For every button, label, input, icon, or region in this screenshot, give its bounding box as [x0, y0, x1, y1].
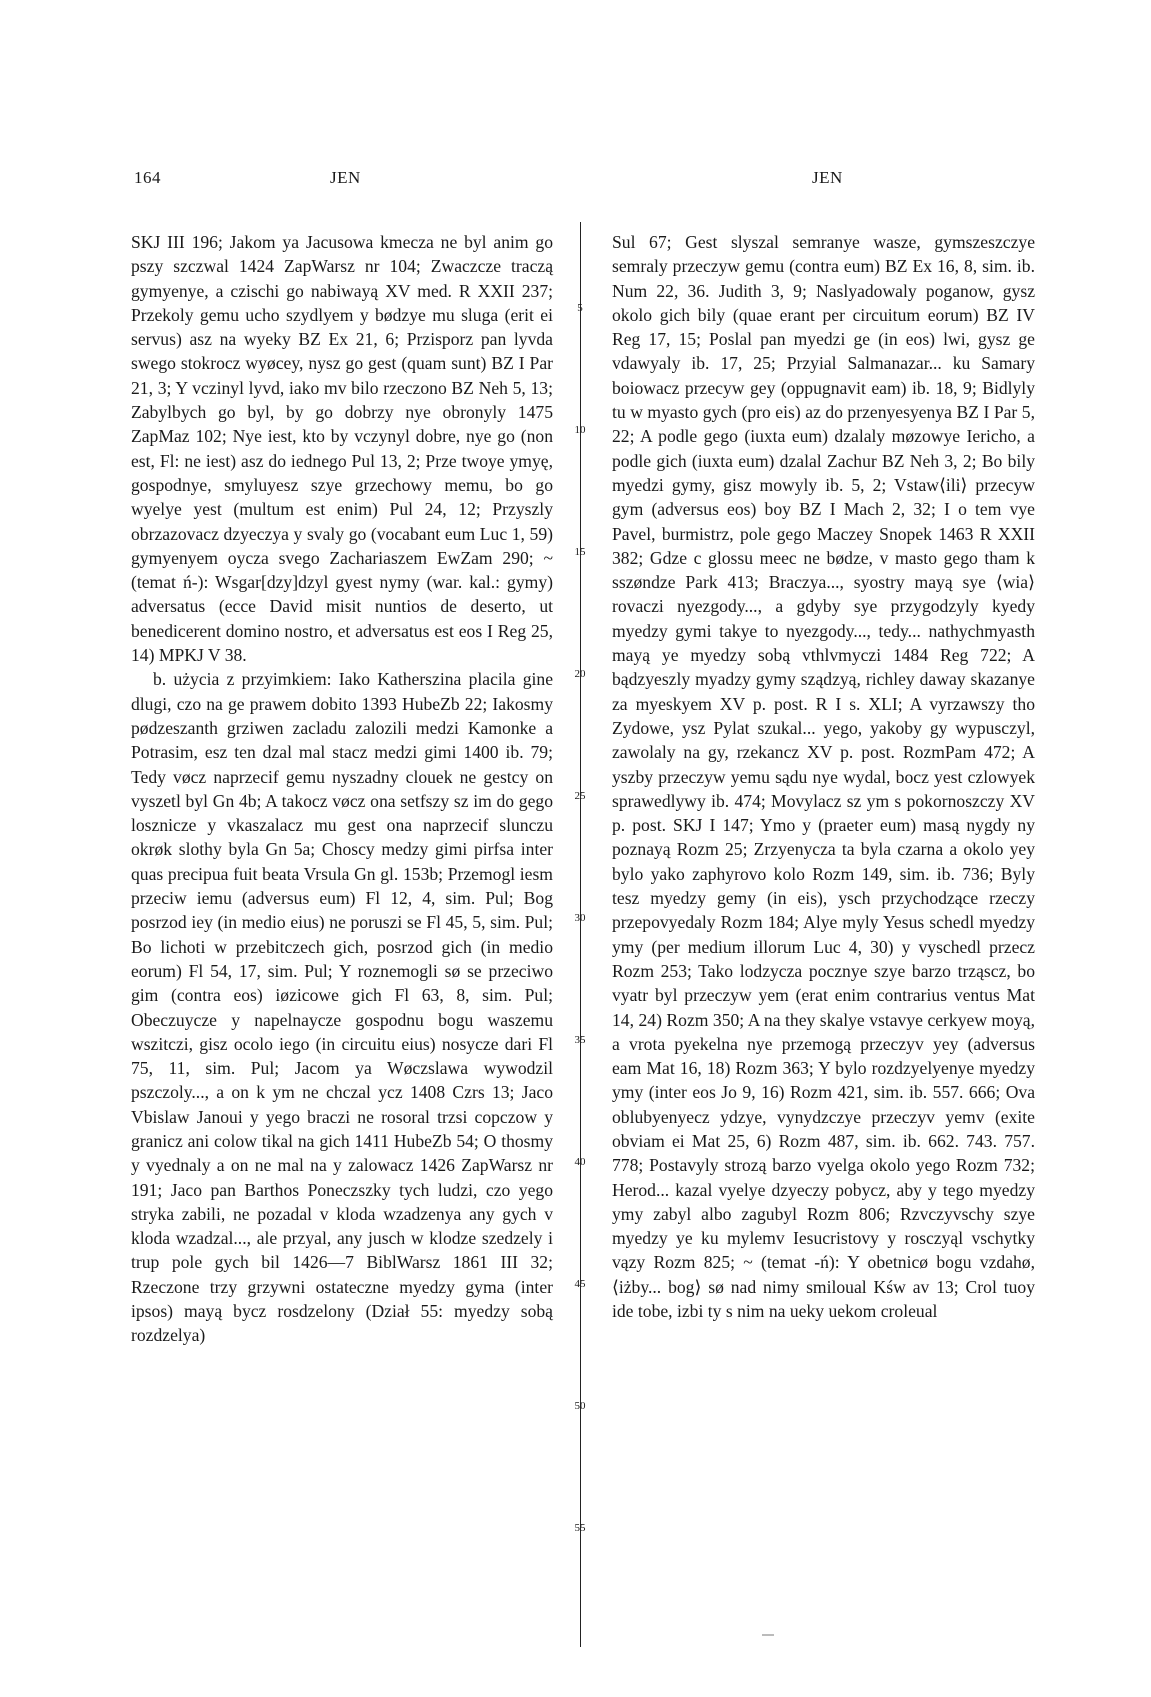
right-column: [612, 230, 1035, 1323]
line-number: 50: [574, 1400, 586, 1412]
left-paragraph-2: b. użycia z przyimkiem: Iako Katherszina placila gine dlugi, czo na ge prawem dobito 1393 HubeZb 22; Iakosmy pødzeszanth grziwen zacladu zalozili medzi Kamonke a Potrasim, esz ten dzal mal stacz medzi gimi 1400 ib. 79; Tedy vøcz naprzecif gemu nyszadny clouek ne gestcy on vyszetl byl Gn 4b; A takocz vøcz ona setfszy sz im do gego losznicze y vkaszalacz mu gest ona naprzecif slunczu okrøk slothy byla Gn 5a; Choscy medzy gimi pirfsa inter quas precipua fuit beata Vrsula Gn gl. 153b; Przemogl iesm przeciw iemu (adversus eum) Fl 12, 4, sim. Pul; Bog posrzod iey (in medio eius) ne poruszi se Fl 45, 5, sim. Pul; Bo lichoti w przebitczech gich, posrzod gich (in medio eorum) Fl 54, 17, sim. Pul; Y roznemogli sø se przeciwo gim (contra eos) iøzicowe gich Fl 63, 8, sim. Pul; Obeczuycze y napelnaycze gospodnu bogu waszemu wszitczi, gisz ocolo iego (in circuitu eius) nosycze dari Fl 75, 11, sim. Pul; Jacom ya Wøczslawa wywodzil pszczoly..., a on k ym ne chczal ycz 1408 Czrs 13; Jaco Vbislaw Janoui y yego braczi ne rosoral trzsi copczow y granicz ani colow tikal na gich 1411 HubeZb 54; O thosmy y vyednaly a on ne mal na y zalowacz 1426 ZapWarsz nr 191; Jaco pan Barthos Poneczszky tych ludzi, czo yego stryka zabili, ne pozadal v kloda wzadzenya any gych v kloda wzadzal..., ale przyal, any jusch w klodze szedzely i trup pole gych bil 1426—7 BiblWarsz 1861 III 32; Rzeczone trzy grzywni ostateczne myedzy gyma (inter ipsos) mayą bycz rosdzelony (Dział 55: myedzy sobą rozdzelya): [131, 669, 553, 1346]
line-number: 35: [574, 1034, 586, 1046]
line-number: 10: [574, 424, 586, 436]
line-number: 20: [574, 668, 586, 680]
left-running-head: JEN: [330, 168, 361, 187]
line-number: 5: [577, 302, 583, 314]
page-mark: [762, 1634, 774, 1636]
left-column: [131, 230, 553, 1348]
line-number: 30: [574, 912, 586, 924]
line-number: 15: [574, 546, 586, 558]
page-number: 164: [134, 168, 161, 187]
right-running-head: JEN: [812, 168, 843, 187]
line-number: 40: [574, 1156, 586, 1168]
line-number: 45: [574, 1278, 586, 1290]
line-number: 55: [574, 1522, 586, 1534]
right-paragraph-1: Sul 67; Gest slyszal semranye wasze, gymszeszczye semraly przeczyw gemu (contra eum) BZ Ex 16, 8, sim. ib. Num 22, 36. Judith 3, 9; Naslyadowaly poganow, gysz okolo gich bily (quae erant per circuitum eorum) BZ IV Reg 17, 15; Poslal pan myedzi ge (in eos) lwi, gysz ge vdawyaly ib. 17, 25; Przyial Salmanazar... ku Samary boiowacz przecyw gey (oppugnavit eam) ib. 18, 9; Bidlyly tu w myasto gych (pro eis) az do przenyesyenya BZ I Par 5, 22; A podle gego (iuxta eum) dzalaly møzowye Iericho, a podle gich (iuxta eum) dzalal Zachur BZ Neh 3, 2; Bo bily myedzi gymy, gisz mowyly ib. 5, 2; Vstaw⟨ili⟩ przecyw gym (adversus eos) boy BZ I Mach 2, 32; I o tem vye Pavel, burmistrz, pole gego Maczey Snopek 1463 R XXII 382; Gdze c glossu meec ne bødze, v masto gego tham k sszøndze Park 413; Braczya..., syostry mayą sye ⟨wia⟩rovaczi nyezgody..., a gdyby sye przygodzyly kyedy myedzy gymi takye to nyezgody..., tedy... nathychmyasth mayą ye myedzy sobą vthlvmyczi 1484 Reg 722; A bądzyeszly myadzy gymy sządzyą, richley daway skazanye za myeskyem XV p. post. R I s. XLI; A vyrzawszy tho Zydowe, ysz Pylat szukal... yego, yakoby gy wypusczyl, zawolaly na gy, rzekancz XV p. post. RozmPam 472; A yszby przeczyw yemu sądu nye wydal, bocz yest czlowyek sprawedlywy ib. 474; Movylacz sz ym s pokornoszczy XV p. post. SKJ I 147; Ymo y (praeter eum) masą nygdy ny poznayą Rozm 25; Zrzyenycza ta byla czarna a okolo yey bylo yako zaphyrovo kolo Rozm 149, sim. ib. 736; Byly tesz myedzy gemy (in eis), ysch przychodzące rzeczy przepovyedaly Rozm 184; Alye myly Yesus schedl myedzy ymy (per medium illorum Luc 4, 30) y vyschedl przecz Rozm 253; Tako lodzycza pocznye szye barzo trząscz, bo vyatr byl przeczyw yem (erat enim contrarius ventus Mat 14, 24) Rozm 350; A na they skalye vstavye cerkyew moyą, a vrota pyekelna nye przemogą przeczyv yey (adversus eam Mat 16, 18) Rozm 363; Y bylo rozdzyelyenye myedzy ymy (inter eos Jo 9, 16) Rozm 421, sim. ib. 557. 666; Ova oblubyenyecz ydzye, vynydzczye przeczyv yemv (exite obviam ei Mat 25, 6) Rozm 487, sim. ib. 662. 743. 757. 778; Postavyly strozą barzo vyelga okolo yego Rozm 732; Herod... kazal vyelye dzyeczy pobycz, aby y tego myedzy ymy zabyl albo zagubyl Rozm 806; Rzvczyvschy szye myedzy ye ku mylemv Iesucristovy y rosczyąl vschytky vązy Rozm 825; ~ (temat -ń): Y obetnicø bogu vzdahø, ⟨iżby... bog⟩ sø nad nimy smiloual Kśw av 13; Crol tuoy ide tobe, izbi ty s nim na ueky uekom croleual: [612, 232, 1035, 1322]
line-number: 25: [574, 790, 586, 802]
left-paragraph-1: SKJ III 196; Jakom ya Jacusowa kmecza ne byl anim go pszy szczwal 1424 ZapWarsz nr 104; Zwaczcze traczą gymyenye, a czischi go nabiwayą XV med. R XXII 237; Przekoly gemu ucho szydlyem y bødzye mu sluga (erit ei servus) asz na wyeky BZ Ex 21, 6; Przisporz pan lyvda swego stokrocz wyøcey, nysz go gest (quam sunt) BZ I Par 21, 3; Y vczinyl lyvd, iako mv bilo rzeczono BZ Neh 5, 13; Zabylbych go byl, by go dobrzy nye obronyly 1475 ZapMaz 102; Nye iest, kto by vczynyl dobre, nye go (non est, Fl: ne iest) asz do iednego Pul 13, 2; Prze twoye ymyę, gospodnye, smyluyesz szye grzechowy memu, bo go wyelye yest (multum est enim) Pul 24, 12; Przyszly obrzazovacz dzyeczya y svaly go (vocabant eum Luc 1, 59) gymyenyem oycza svego Zachariaszem EwZam 290; ~ (temat ń-): Wsgar[dzy]dzyl gyest nymy (war. kal.: gymy) adversatus (ecce David misit nuntios de deserto, ut benedicerent domino nostro, et adversatus est eos I Reg 25, 14) MPKJ V 38.: [131, 232, 553, 666]
